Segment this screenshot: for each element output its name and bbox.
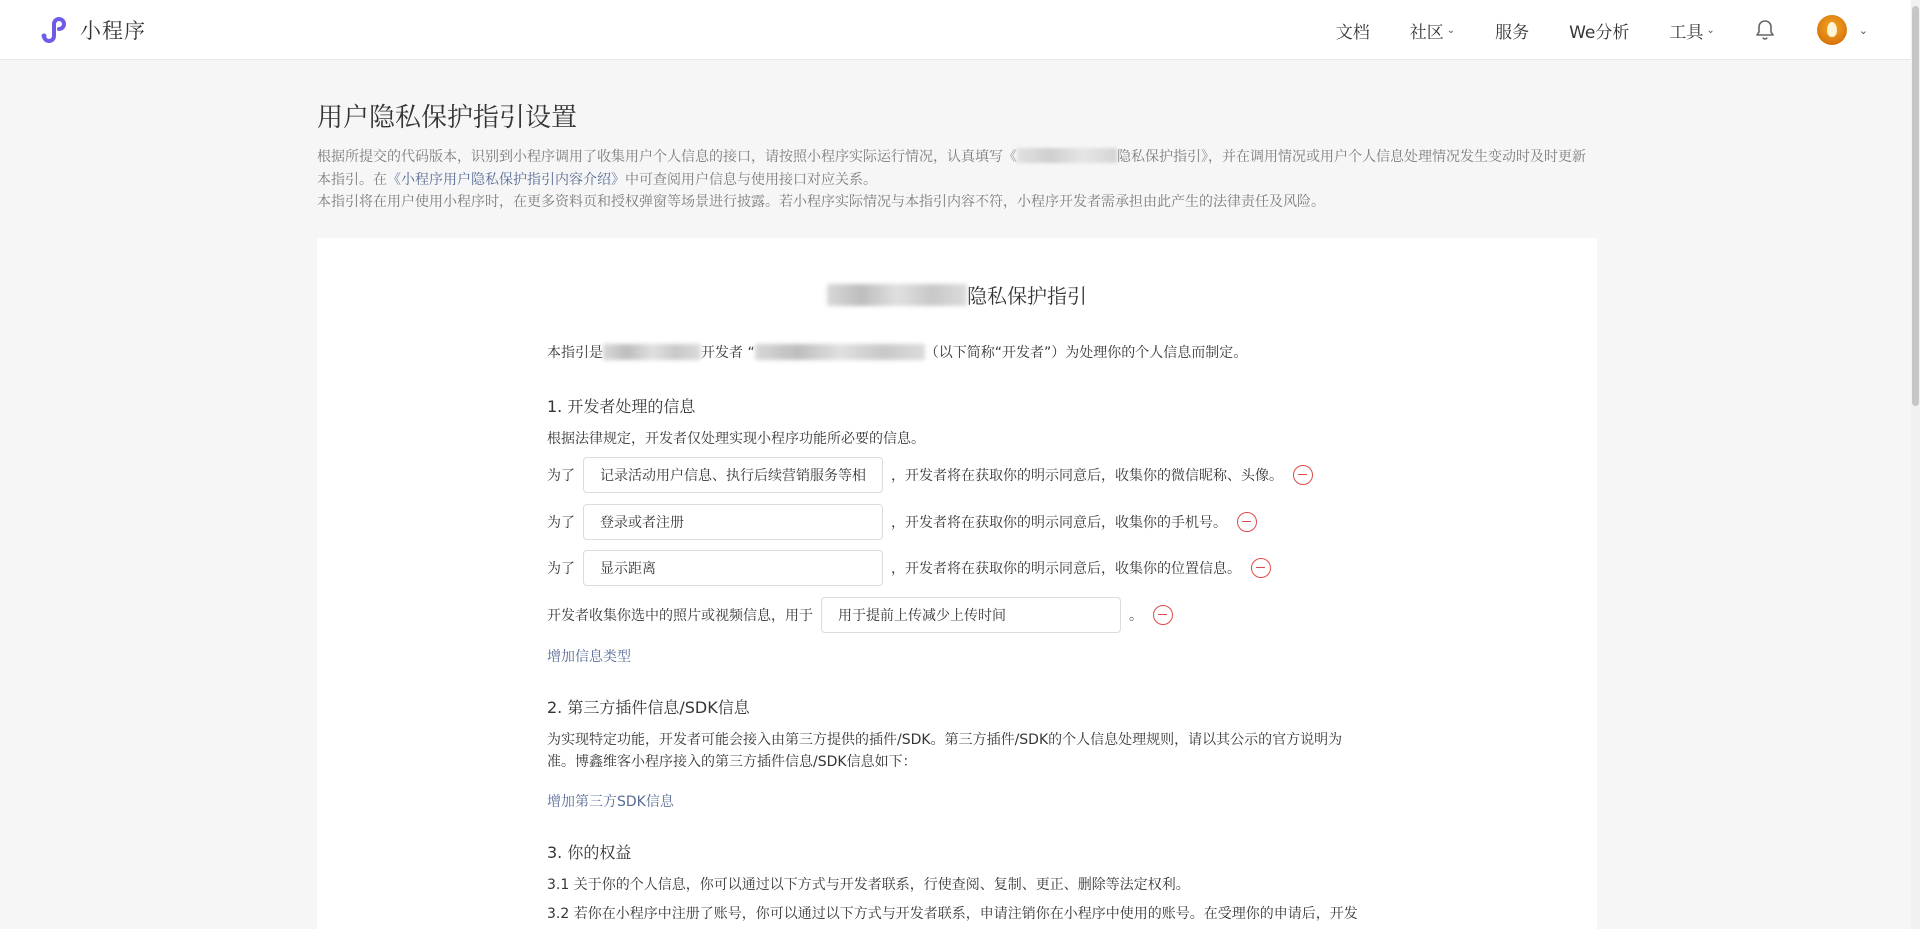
chevron-down-icon: ⌄: [1706, 24, 1715, 36]
desc-text: 根据所提交的代码版本，识别到小程序调用了收集用户个人信息的接口，请按照小程序实际运行情况，认真填写《: [317, 149, 1017, 165]
info-row-phone: [547, 504, 1257, 540]
logo-text: 小程序: [80, 19, 146, 43]
doc-intro: [547, 342, 1247, 362]
page-title: 用户隐私保护指引设置: [317, 103, 578, 133]
info-row-nickname: [547, 457, 1313, 493]
intro-text: 开发者 “: [701, 345, 755, 361]
privacy-guide-intro-link[interactable]: 《小程序用户隐私保护指引内容介绍》: [387, 171, 625, 188]
section-2-text: [547, 729, 1342, 773]
info-row-photo: [547, 597, 1173, 633]
desc-text: 本指引。在: [317, 171, 387, 188]
nav-services-label: 服务: [1495, 22, 1530, 43]
intro-text: （以下简称“开发者”）为处理你的个人信息而制定。: [924, 345, 1248, 361]
desc-line-1: [317, 146, 1597, 169]
section-2-title: 2. 第三方插件信息/SDK信息: [547, 698, 750, 717]
section-1-title: 1. 开发者处理的信息: [547, 397, 696, 416]
section-2-text-line: 为实现特定功能，开发者可能会接入由第三方提供的插件/SDK。第三方插件/SDK的个人信息处理规则，请以其公示的官方说明为: [547, 732, 1343, 748]
purpose-input-location[interactable]: [583, 550, 883, 586]
redacted-app-name: [827, 284, 967, 306]
add-info-type-link[interactable]: 增加信息类型: [547, 649, 631, 665]
doc-title-text: 隐私保护指引: [967, 284, 1087, 308]
row-prefix: 为了: [547, 561, 575, 577]
row-prefix: 为了: [547, 468, 575, 484]
scrollbar-thumb[interactable]: [1912, 6, 1919, 406]
logo[interactable]: [38, 14, 146, 46]
top-navbar: [0, 0, 1918, 60]
remove-row-icon[interactable]: [1251, 558, 1271, 578]
page-scrollbar[interactable]: [1911, 0, 1920, 929]
section-3-item-2: 3.2 若你在小程序中注册了账号，你可以通过以下方式与开发者联系，申请注销你在小程序中使用的账号。在受理你的申请后，开发: [547, 906, 1358, 922]
page-description: [317, 146, 1597, 214]
add-sdk-info-link[interactable]: 增加第三方SDK信息: [547, 794, 674, 810]
redacted-developer-name: [755, 344, 925, 360]
desc-line-2: [317, 169, 1597, 192]
purpose-input-nickname[interactable]: [583, 457, 883, 493]
redacted-app-name: [603, 344, 701, 360]
avatar[interactable]: [1817, 15, 1847, 45]
purpose-input-phone[interactable]: [583, 504, 883, 540]
chevron-down-icon[interactable]: ⌄: [1858, 23, 1868, 37]
nav-docs[interactable]: [1336, 18, 1370, 43]
nav-we-analytics-label: We分析: [1569, 22, 1630, 43]
row-suffix: ，开发者将在获取你的明示同意后，收集你的位置信息。: [891, 561, 1241, 577]
doc-title: [317, 280, 1597, 309]
miniprogram-logo-icon: [38, 14, 72, 46]
desc-line-3: 本指引将在用户使用小程序时，在更多资料页和授权弹窗等场景进行披露。若小程序实际情况与本指引内容不符，小程序开发者需承担由此产生的法律责任及风险。: [317, 194, 1325, 210]
bell-icon[interactable]: [1755, 19, 1775, 41]
nav-community[interactable]: [1410, 18, 1455, 43]
remove-row-icon[interactable]: [1237, 512, 1257, 532]
remove-row-icon[interactable]: [1293, 465, 1313, 485]
nav-community-label: 社区: [1409, 22, 1444, 43]
row-suffix: ，开发者将在获取你的明示同意后，收集你的手机号。: [891, 515, 1227, 531]
desc-text: 中可查阅用户信息与使用接口对应关系。: [625, 171, 877, 188]
nav-docs-label: 文档: [1335, 22, 1370, 43]
row-suffix: ，开发者将在获取你的明示同意后，收集你的微信昵称、头像。: [891, 468, 1283, 484]
nav-tools-label: 工具: [1669, 22, 1704, 43]
info-row-location: [547, 550, 1271, 586]
section-2-text-line: 准。博鑫维客小程序接入的第三方插件信息/SDK信息如下：: [547, 754, 917, 770]
desc-text: 隐私保护指引》，并在调用情况或用户个人信息处理情况发生变动时及时更新: [1117, 149, 1586, 165]
purpose-input-photo[interactable]: [821, 597, 1121, 633]
nav-services[interactable]: [1495, 18, 1529, 43]
privacy-guide-card: [317, 238, 1597, 929]
row-prefix: 为了: [547, 515, 575, 531]
intro-text: 本指引是: [547, 345, 603, 361]
section-3-title: 3. 你的权益: [547, 843, 632, 862]
nav-tools[interactable]: [1669, 18, 1714, 43]
main-nav: [1296, 0, 1868, 60]
chevron-down-icon: ⌄: [1446, 24, 1456, 36]
section-1-text: 根据法律规定，开发者仅处理实现小程序功能所必要的信息。: [547, 431, 925, 447]
redacted-name: [1017, 148, 1117, 163]
nav-we-analytics[interactable]: [1569, 18, 1629, 43]
remove-row-icon[interactable]: [1153, 605, 1173, 625]
row-prefix: 开发者收集你选中的照片或视频信息，用于: [547, 608, 813, 624]
section-3-item-1: 3.1 关于你的个人信息，你可以通过以下方式与开发者联系，行使查阅、复制、更正、删除等法定权利。: [547, 877, 1190, 893]
row-suffix: 。: [1129, 608, 1143, 624]
